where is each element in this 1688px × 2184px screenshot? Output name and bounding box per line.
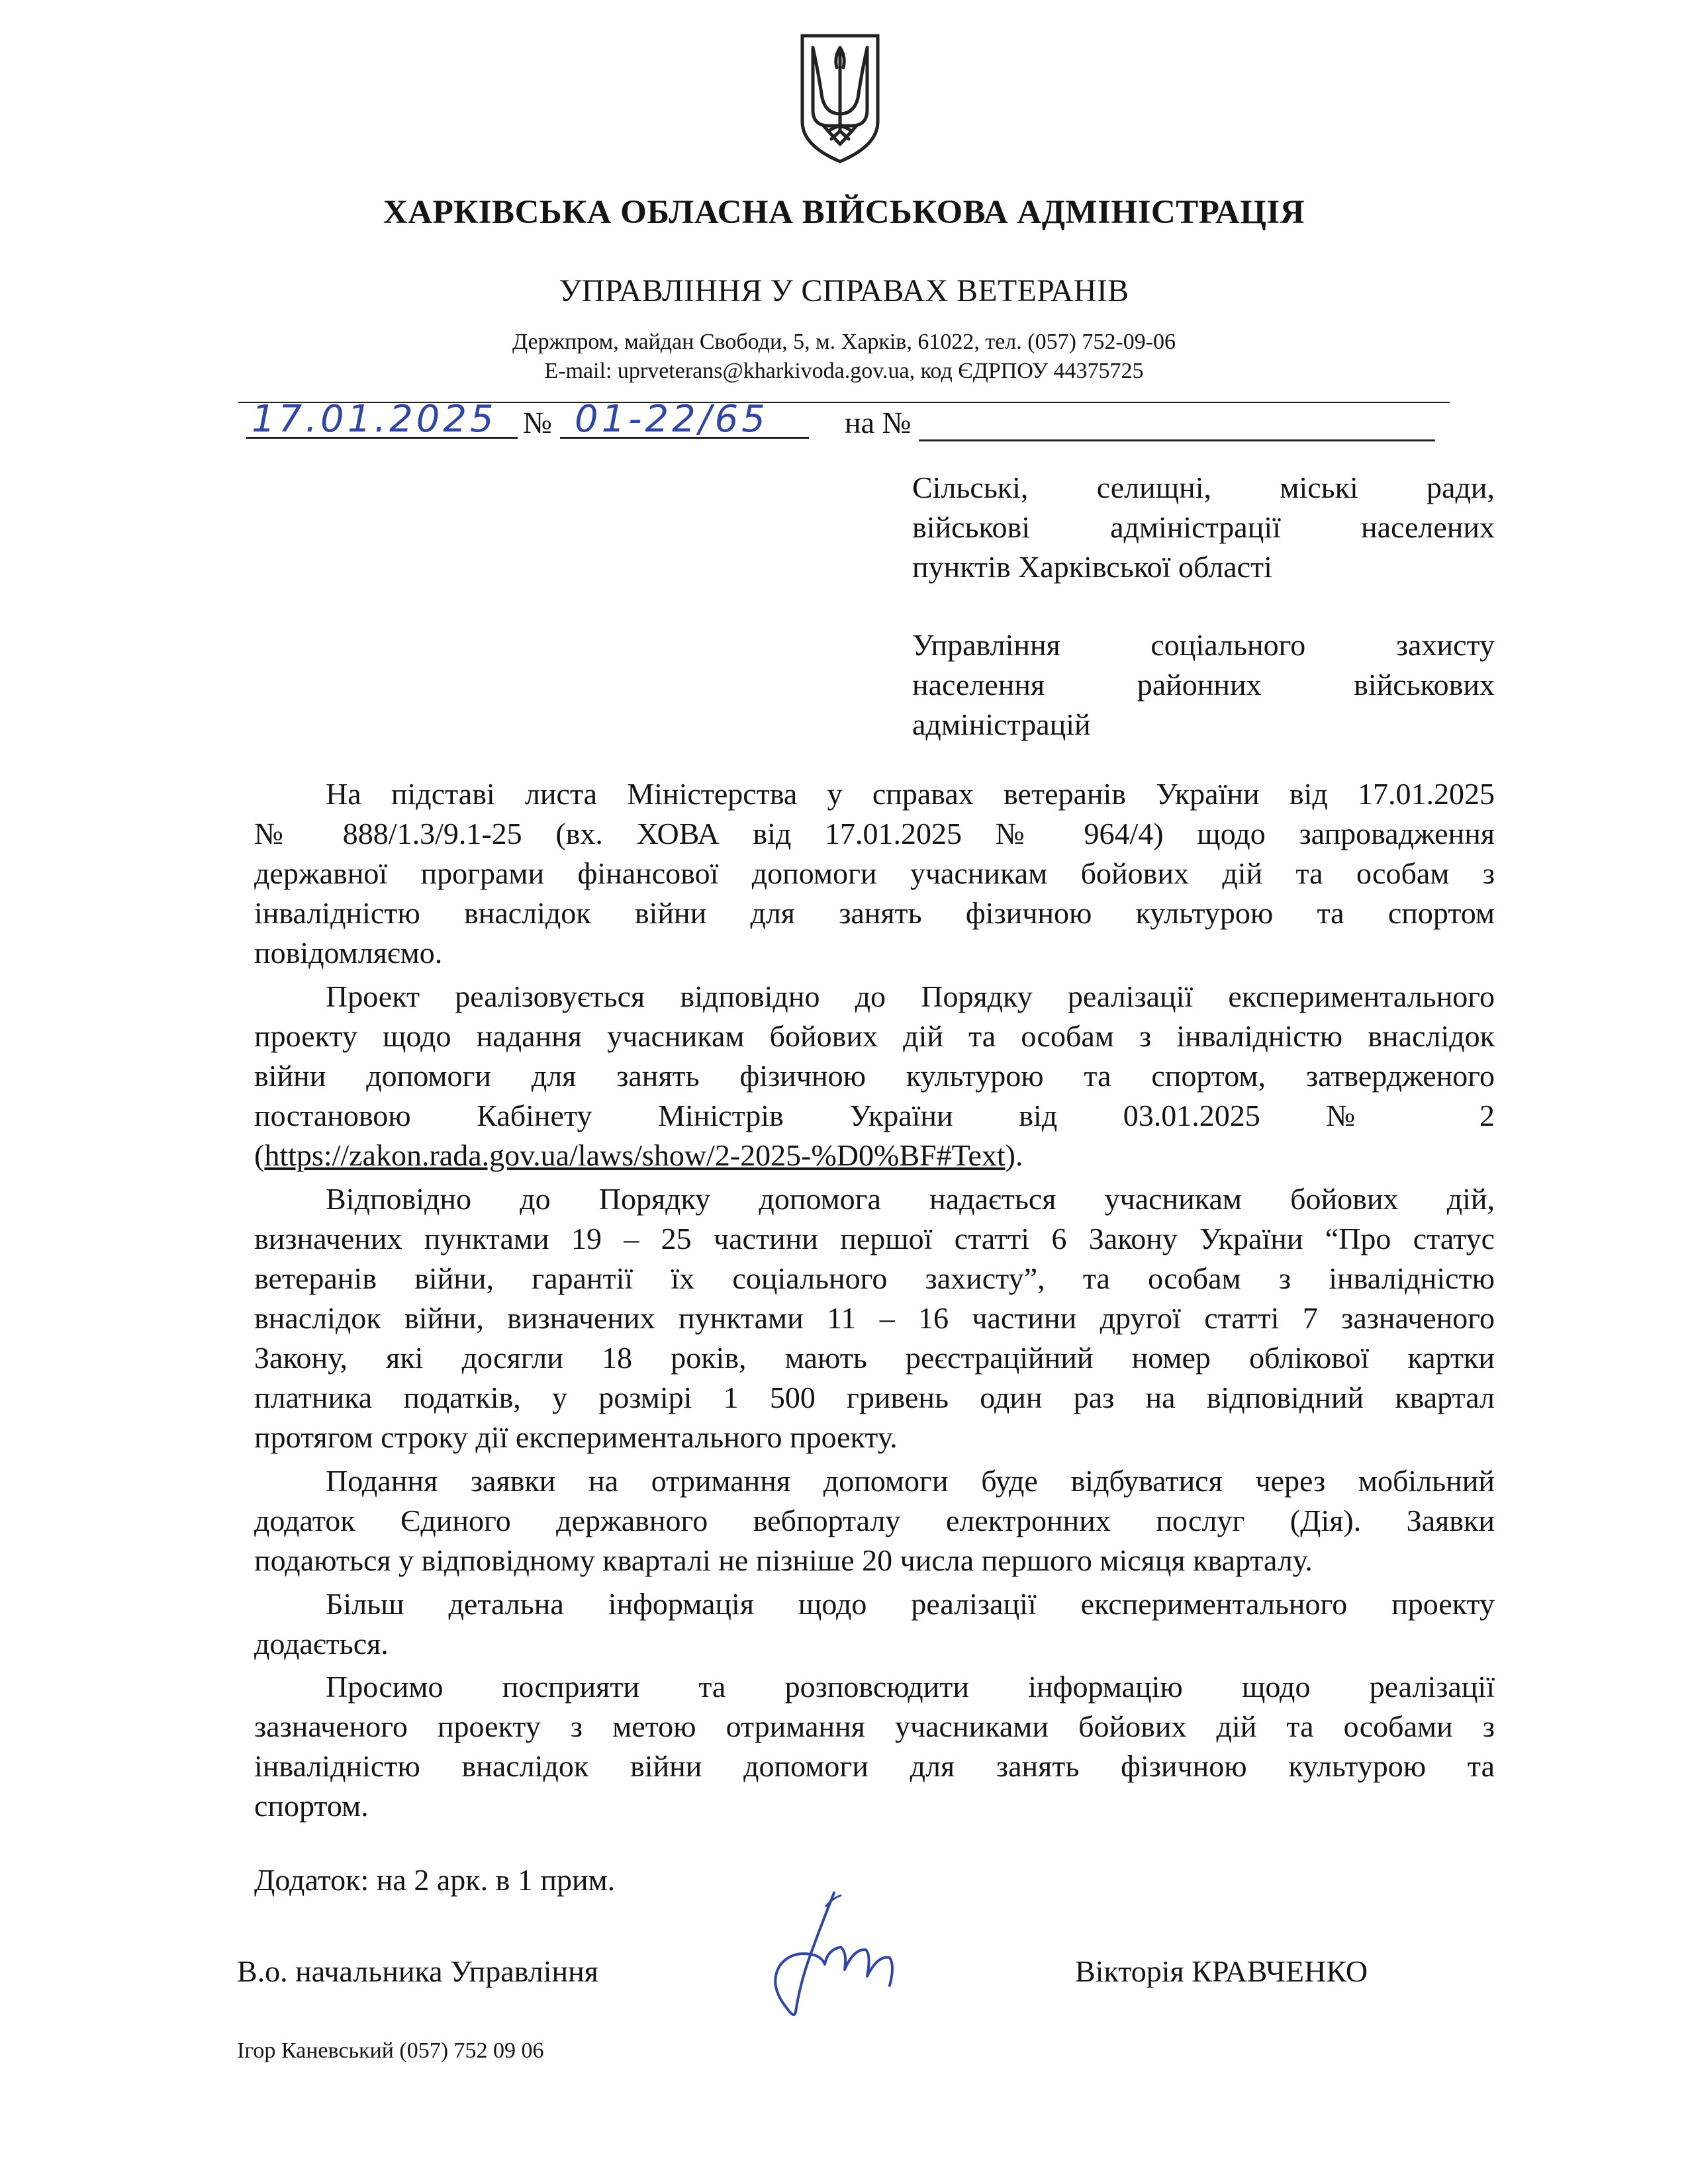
- paragraph-line: Більш детальна інформація щодо реалізації експериментального проекту: [326, 1587, 1495, 1621]
- addressee-line: пунктів Харківської області: [912, 550, 1272, 584]
- addressee-line: Сільські, селищні, міські ради,: [912, 471, 1495, 504]
- signer-position: В.о. начальника Управління: [237, 1954, 598, 1988]
- paragraph-line: додаток Єдиного державного вебпорталу електронних послуг (Дія). Заявки: [254, 1504, 1495, 1537]
- body-paragraph: [254, 1584, 1495, 1664]
- paragraph-line: протягом строку дії експериментального проекту.: [254, 1420, 898, 1454]
- reference-number-field: [919, 405, 1435, 441]
- address-line: Держпром, майдан Свободи, 5, м. Харків, 61022, тел. (057) 752-09-06: [512, 330, 1176, 354]
- registration-number-field: [560, 396, 809, 439]
- organization-title: ХАРКІВСЬКА ОБЛАСНА ВІЙСЬКОВА АДМІНІСТРАЦІЯ: [383, 194, 1305, 231]
- registration-number: 01-22/65: [575, 398, 769, 441]
- paragraph-line: На підставі листа Міністерства у справах ветеранів України від 17.01.2025: [326, 777, 1495, 811]
- registration-date-field: [246, 396, 518, 439]
- paragraph-line: подаються у відповідному кварталі не пізніше 20 числа першого місяця кварталу.: [254, 1543, 1313, 1577]
- paragraph-line: Проект реалізовується відповідно до Порядку реалізації експериментального: [326, 979, 1495, 1013]
- addressee-block: [912, 625, 1495, 745]
- addressee-line: Управління соціального захисту: [912, 628, 1495, 662]
- paragraph-line: внаслідок війни, визначених пунктами 11 – 16 частини другої статті 7 зазначеного: [254, 1301, 1495, 1335]
- signer-name: Вікторія КРАВЧЕНКО: [1075, 1954, 1368, 1988]
- paragraph-line: повідомляємо.: [254, 936, 443, 970]
- attachment-note: Додаток: на 2 арк. в 1 прим.: [254, 1863, 616, 1897]
- body-paragraph: [254, 1179, 1495, 1457]
- paragraph-line: платника податків, у розмірі 1 500 гривень один раз на відповідний квартал: [254, 1381, 1495, 1414]
- legislation-link[interactable]: https://zakon.rada.gov.ua/laws/show/2-2025-%D0%BF#Text: [264, 1138, 1006, 1172]
- paragraph-line: спортом.: [254, 1789, 369, 1823]
- addressee-line: військові адміністрації населених: [912, 510, 1495, 544]
- email-line: E-mail: uprveterans@kharkivoda.gov.ua, код ЄДРПОУ 44375725: [544, 359, 1144, 383]
- paragraph-line: Відповідно до Порядку допомога надається учасникам бойових дій,: [326, 1182, 1495, 1216]
- addressee-block: [912, 468, 1495, 587]
- paragraph-line: інвалідністю внаслідок війни допомоги для занять фізичною культурою та: [254, 1749, 1495, 1783]
- addressee-line: адміністрацій: [912, 707, 1091, 741]
- paragraph-line: постановою Кабінету Міністрів України від 03.01.2025 № 2: [254, 1099, 1495, 1132]
- body-paragraph: [254, 1461, 1495, 1580]
- paragraph-line: зазначеного проекту з метою отримання учасниками бойових дій та особами з: [254, 1709, 1495, 1743]
- paragraph-line: Закону, які досягли 18 років, мають реєстраційний номер облікової картки: [254, 1341, 1495, 1375]
- handwritten-signature-icon: [748, 1886, 900, 2025]
- addressee-line: населення районних військових: [912, 668, 1495, 702]
- paragraph-line: ветеранів війни, гарантії їх соціального захисту”, та особам з інвалідністю: [254, 1261, 1495, 1295]
- reference-label: на №: [845, 406, 912, 439]
- registration-date: 17.01.2025: [252, 398, 497, 441]
- paragraph-line: державної програми фінансової допомоги учасникам бойових дій та особам з: [254, 856, 1495, 890]
- paragraph-line: інвалідністю внаслідок війни для занять фізичною культурою та спортом: [254, 896, 1495, 930]
- department-title: УПРАВЛІННЯ У СПРАВАХ ВЕТЕРАНІВ: [559, 273, 1129, 308]
- paragraph-line: війни допомоги для занять фізичною культурою та спортом, затвердженого: [254, 1059, 1495, 1093]
- paragraph-line: Просимо посприяти та розповсюдити інформацію щодо реалізації: [326, 1670, 1495, 1704]
- registration-number-label: №: [523, 406, 552, 439]
- paragraph-line: № 888/1.3/9.1-25 (вх. ХОВА від 17.01.2025 № 964/4) щодо запровадження: [254, 817, 1495, 850]
- executor-contact: Ігор Каневський (057) 752 09 06: [237, 2038, 544, 2063]
- body-paragraph: [254, 1667, 1495, 1826]
- paragraph-line: додається.: [254, 1627, 389, 1661]
- paragraph-line: Подання заявки на отримання допомоги буде відбуватися через мобільний: [326, 1464, 1495, 1498]
- paragraph-line: (https://zakon.rada.gov.ua/laws/show/2-2025-%D0%BF#Text).: [254, 1138, 1023, 1172]
- body-paragraph: [254, 977, 1495, 1175]
- paragraph-line: визначених пунктами 19 – 25 частини першої статті 6 Закону України “Про статус: [254, 1222, 1495, 1255]
- body-paragraph: [254, 774, 1495, 973]
- paragraph-line: проекту щодо надання учасникам бойових дій та особам з інвалідністю внаслідок: [254, 1019, 1495, 1053]
- trident-coat-of-arms-icon: [797, 32, 883, 165]
